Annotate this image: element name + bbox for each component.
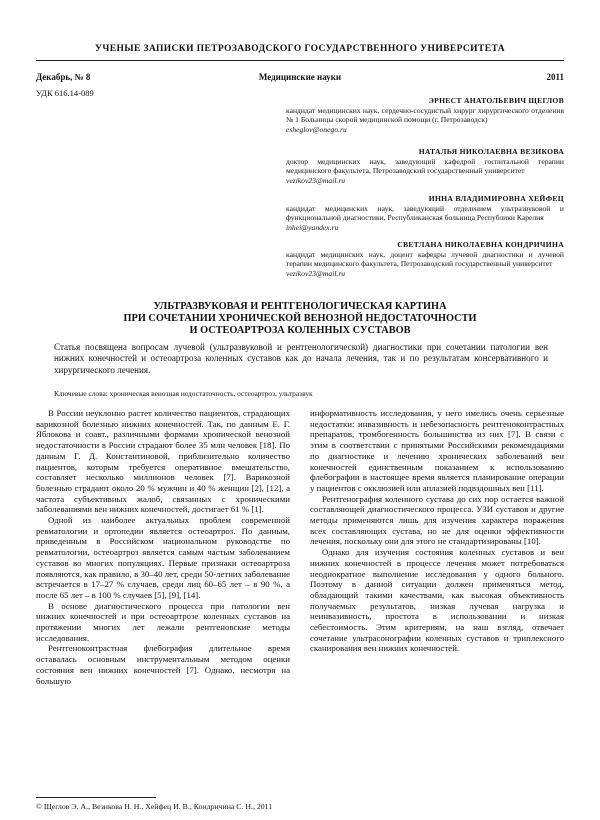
author-email: inhei@yandex.ru <box>286 222 339 232</box>
footnote-rule <box>36 797 156 798</box>
issue-label: Декабрь, № 8 <box>36 72 91 82</box>
author-affiliation: доктор медицинских наук, заведующий кафедрой госпитальной терапии медицинского факультета, Петрозаводский государственный университет <box>286 156 564 176</box>
author-email: vezikov23@mail.ru <box>286 175 346 185</box>
paragraph: В основе диагностического процесса при патологии вен нижних конечностей и при остеоартрозе коленных суставов на протяжении многих лет лежали рентгеновские методы исследования. <box>36 600 290 643</box>
title-line: И ОСТЕОАРТРОЗА КОЛЕННЫХ СУСТАВОВ <box>189 325 411 336</box>
journal-title: УЧЕНЫЕ ЗАПИСКИ ПЕТРОЗАВОДСКОГО ГОСУДАРСТВЕННОГО УНИВЕРСИТЕТА <box>95 44 505 54</box>
author-block <box>286 240 564 278</box>
header-rule <box>36 60 564 61</box>
paragraph: В России неуклонно растет количество пациентов, страдающих варикозной болезнью нижних конечностей. Так, по данным Е. Г. Яблокова и соавт., различными формами хронической венозной недостаточности в России страдают более 35 млн человек [18]. По данным Г. Д. Константиновой, приблизительно количество пациентов, которым требуется оперативное вмешательство, составляет несколько миллионов человек [7]. Варикозной болезнью страдают около 20 % мужчин и 40 % женщин [2], [12], а частота субъективных жалоб, связанных с хроническими заболеваниями вен нижних конечностей, достигает 61 % [1]. <box>36 408 290 515</box>
author-affiliation: кандидат медицинских наук, сердечно-сосудистый хирург хирургического отделения № 1 Больницы скорой медицинской помощи (г. Петрозаводск) <box>286 105 564 125</box>
author-email: vezikov23@mail.ru <box>286 268 346 278</box>
paragraph: Однако для изучения состояния коленных суставов и вен нижних конечностей в процессе лечения может потребоваться неоднократное выполнение исследования у одного больного. Поэтому в данной ситуации должен применяться метод, обладающий такими качествами, как высокая объективность получаемых результатов, низкая лучевая нагрузка и неинвазивность, простота в использовании и низкая себестоимость. Этим критериям, на наш взгляд, отвечает сочетание ультрасонографии коленных суставов и триплексного сканирования вен нижних конечностей. <box>310 547 564 654</box>
title-line: ПРИ СОЧЕТАНИИ ХРОНИЧЕСКОЙ ВЕНОЗНОЙ НЕДОСТАТОЧНОСТИ <box>123 313 477 324</box>
abstract: Статья посвящена вопросам лучевой (ультразвуковой и рентгенологической) диагностики при сочетании патологии вен нижних конечностей и остеоартроза коленных суставов как до начала лечения, так и по результатам консервативного и хирургического лечения. <box>54 342 548 375</box>
author-affiliation: кандидат медицинских наук, доцент кафедры лучевой диагностики и лучевой терапии медицинского факультета, Петрозаводский государственный университет <box>286 249 564 269</box>
author-affiliation: кандидат медицинских наук, заведующий отделением ультразвуковой и функциональной диагностики, Республиканская больница Республики Карелия <box>286 203 564 223</box>
author-block <box>286 96 564 134</box>
keywords: Ключевые слова: хроническая венозная недостаточность, остеоартроз, ультразвук <box>54 389 313 398</box>
author-block <box>286 194 564 232</box>
paragraph-continued: информативность исследования, у него имелись очень серьезные недостатки: инвазивность и небезопасность рентгеноконтрастных препаратов, тромбогенность большинства из них [7]. В связи с этим в соответствии с принятыми Российскими рекомендациями по диагностике и лечению хронических заболеваний вен конечностей единственным показанием к использованию флебографии в настоящее время является планирование операции у пациентов с окклюзией или аплазией подвздошных вен [11]. <box>310 408 564 493</box>
author-block <box>286 147 564 185</box>
right-column <box>310 408 564 654</box>
title-line: УЛЬТРАЗВУКОВАЯ И РЕНТГЕНОЛОГИЧЕСКАЯ КАРТИНА <box>153 301 447 312</box>
year-label: 2011 <box>546 72 564 82</box>
paragraph: Рентгенография коленного сустава до сих пор остается важной составляющей диагностического процесса. УЗИ суставов и другие методы применяются лишь для изучения характера поражения всех составляющих сустава, но не для оценки эффективности лечения, поскольку они для этого не стандартизированы [10]. <box>310 493 564 547</box>
paragraph: Одной из наиболее актуальных проблем современной ревматологии и ортопедии является остеоартроз. По данным, приведенным в Российском национальном руководстве по ревматологии, остеоартроз является самым частым заболеванием суставов во многих популяциях. Первые признаки остеоартроза появляются, как правило, в 30–40 лет, среди 50-летних заболевание встречается в 17–27 % случаев, среди лиц 60–65 лет – в 90 %, а после 65 лет – в 100 % случаев [5], [9], [14]. <box>36 515 290 600</box>
author-email: esheglov@onego.ru <box>286 124 347 134</box>
udk-code: УДК 616.14-089 <box>36 88 94 98</box>
author-name: НАТАЛЬЯ НИКОЛАЕВНА ВЕЗИКОВА <box>418 147 564 156</box>
author-name: СВЕТЛАНА НИКОЛАЕВНА КОНДРИЧИНА <box>397 240 564 249</box>
copyright-note: © Щеглов Э. А., Везикова Н. Н., Хейфец И. В., Кондричина С. Н., 2011 <box>36 802 273 811</box>
section-label: Медицинские науки <box>258 72 342 82</box>
author-name: ЭРНЕСТ АНАТОЛЬЕВИЧ ЩЕГЛОВ <box>428 96 564 105</box>
left-column <box>36 408 290 686</box>
author-name: ИННА ВЛАДИМИРОВНА ХЕЙФЕЦ <box>428 194 564 203</box>
paragraph: Рентгеноконтрастная флебография длительное время оставалась основным инструментальным методом оценки состояния вен нижних конечностей [7]. Однако, несмотря на большую <box>36 643 290 686</box>
article-title <box>36 301 564 337</box>
